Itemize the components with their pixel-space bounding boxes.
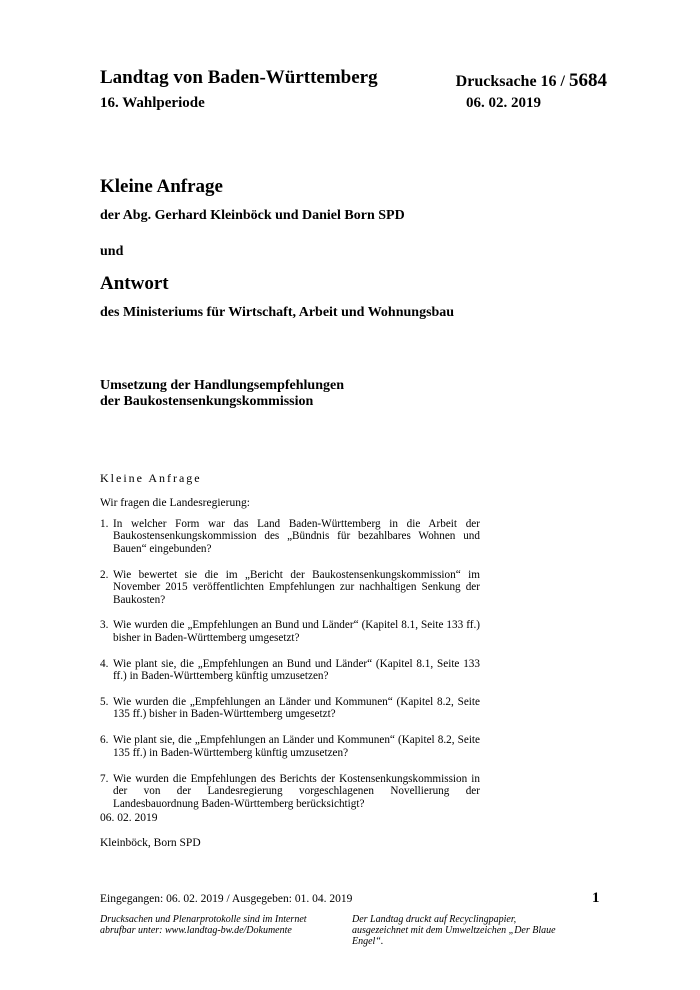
question-list xyxy=(100,518,480,823)
question-number: 7. xyxy=(100,772,109,785)
footer-dates: Eingegangen: 06. 02. 2019 / Ausgegeben: 01. 04. 2019 xyxy=(100,893,353,905)
drucksache-number xyxy=(456,70,607,92)
question-number: 1. xyxy=(100,518,109,530)
question-number: 3. xyxy=(100,619,109,632)
antwort-title: Antwort xyxy=(100,273,169,294)
question-text: In welcher Form war das Land Baden-Württemberg in die Arbeit der Baukostensenkungskommission des „Bündnis für bezahlbares Wohnen und Bauen“ eingebunden? xyxy=(113,518,480,555)
header-date: 06. 02. 2019 xyxy=(466,95,541,111)
topic-heading xyxy=(100,378,344,410)
und-label: und xyxy=(100,244,124,259)
question-text: Wie plant sie, die „Empfehlungen an Länder und Kommunen“ (Kapitel 8.2, Seite 135 ff.) in Baden-Württemberg künftig umzusetzen? xyxy=(113,734,480,759)
question-item xyxy=(100,696,480,721)
question-number: 2. xyxy=(100,568,109,581)
question-item xyxy=(100,734,480,759)
question-number: 4. xyxy=(100,657,109,670)
intro-text: Wir fragen die Landesregierung: xyxy=(100,497,250,509)
question-text: Wie wurden die „Empfehlungen an Länder und Kommunen“ (Kapitel 8.2, Seite 135 ff.) bisher in Baden-Württemberg umgesetzt? xyxy=(113,696,480,721)
question-item xyxy=(100,518,480,555)
question-text: Wie plant sie, die „Empfehlungen an Bund und Länder“ (Kapitel 8.1, Seite 133 ff.) in Baden-Württemberg künftig umzusetzen? xyxy=(113,657,480,683)
drucksache-label: Drucksache 16 xyxy=(455,73,557,90)
signature-date: 06. 02. 2019 xyxy=(100,812,158,824)
antwort-ministry: des Ministeriums für Wirtschaft, Arbeit und Wohnungsbau xyxy=(100,305,455,320)
kleine-anfrage-authors: der Abg. Gerhard Kleinböck und Daniel Born SPD xyxy=(100,208,405,223)
question-number: 6. xyxy=(100,734,109,747)
parliament-title: Landtag von Baden-Württemberg xyxy=(100,67,378,88)
topic-line-2: der Baukostensenkungskommission xyxy=(100,394,314,409)
topic-line-1: Umsetzung der Handlungsempfehlungen xyxy=(100,378,345,393)
question-text: Wie bewertet sie die im „Bericht der Baukostensenkungskommission“ im November 2015 veröffentlichten Empfehlungen zur nachhaltigen Senkung der Baukosten? xyxy=(113,568,480,606)
section-label: Kleine Anfrage xyxy=(100,471,202,485)
drucksache-separator: / xyxy=(556,73,569,90)
signature-authors: Kleinböck, Born SPD xyxy=(100,837,201,849)
question-number: 5. xyxy=(100,696,109,709)
footer-internet-note: Drucksachen und Plenarprotokolle sind im Internet abrufbar unter: www.landtag-bw.de/Dokumente xyxy=(100,914,307,936)
page-number: 1 xyxy=(592,890,600,906)
drucksache-id: 5684 xyxy=(569,70,607,91)
question-item xyxy=(100,569,480,606)
question-text: Wie wurden die „Empfehlungen an Bund und Länder“ (Kapitel 8.1, Seite 133 ff.) bisher in Baden-Württemberg umgesetzt? xyxy=(113,619,480,644)
question-text: Wie wurden die Empfehlungen des Berichts der Kostensenkungskommission in der von der Landesregierung vorgeschlagenen Novellierung der Landesbauordnung Baden-Württemberg berücksichtigt? xyxy=(113,772,480,810)
question-item xyxy=(100,658,480,683)
kleine-anfrage-title: Kleine Anfrage xyxy=(100,176,223,197)
footer-recycling-note: Der Landtag druckt auf Recyclingpapier, ausgezeichnet mit dem Umweltzeichen „Der Blaue Engel“. xyxy=(352,914,556,947)
question-item xyxy=(100,773,480,810)
question-item xyxy=(100,619,480,644)
wahlperiode: 16. Wahlperiode xyxy=(100,95,205,111)
